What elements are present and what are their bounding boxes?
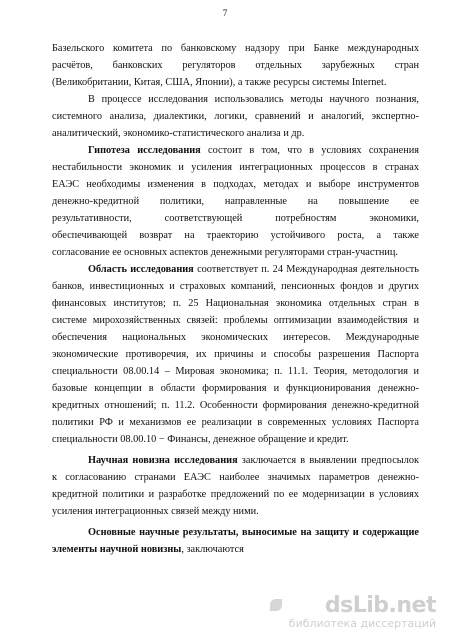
text-line: В процессе исследования использовались методы научного познания, (88, 94, 419, 105)
text-line (52, 524, 419, 541)
text-line: Область исследования соответствует п. 24 Международная деятельность (88, 264, 419, 275)
text-line: экономические противоречия, их причины и способы разрешения Паспорта (52, 349, 419, 360)
page-number: 7 (222, 8, 228, 18)
text-line: системного анализа, диалектики, логики, сравнений и аналогий, экспертно- (52, 111, 419, 122)
text-line: Базельского комитета по банковскому надзору при Банке международных (52, 43, 419, 54)
text-line: Научная новизна исследования заключается в выявлении предпосылок (88, 455, 419, 466)
leaf-icon (270, 599, 282, 611)
text-line: кредитной политики и разработке предложений по ее модернизации в условиях (52, 489, 419, 500)
text-line: обеспечения национальных экономических интересов. Международные (52, 332, 419, 343)
text-line: ЕАЭС необходимы изменения в подходах, методах и выборе инструментов (52, 179, 419, 190)
text-line: элементы научной новизны, заключаются (52, 544, 244, 555)
text-line: банков, инвестиционных и страховых компаний, пенсионных фондов и других (52, 281, 419, 292)
text-line: финансовых институтов; п. 25 Национальная экономика отдельных стран в (52, 298, 419, 309)
text-line: (Великобритании, Китая, США, Японии), а также ресурсы системы Internet. (52, 77, 387, 88)
text-line: специальности 08.00.10 − Финансы, денежное обращение и кредит. (52, 434, 349, 445)
research-area-heading: Область исследования (88, 264, 194, 275)
text-line: Гипотеза исследования состоит в том, что в условиях сохранения (88, 145, 419, 156)
text-line: расчётов, банковских регуляторов отдельных зарубежных стран (52, 60, 419, 71)
text-line: политики РФ и механизмов ее реализации в современных условиях Паспорта (52, 417, 419, 428)
novelty-heading: Научная новизна исследования (88, 455, 238, 466)
text-line: базовые концепции в области формирования и функционирования денежно- (52, 383, 419, 394)
text-line: результативности, соответствующей потребностям экономики, (52, 213, 419, 224)
dslib-watermark (256, 593, 436, 633)
text-line: аналитический, экономико-статистического анализа и др. (52, 128, 305, 139)
results-heading-cont: элементы научной новизны (52, 544, 182, 555)
text-line: нестабильности экономик и усиления интеграционных процессов в странах (52, 162, 419, 173)
watermark-title: dsLib.net (324, 593, 436, 618)
text-line: к согласованию странами ЕАЭС наиболее значимых параметров денежно- (52, 472, 419, 483)
watermark-subtitle: библиотека диссертаций (288, 617, 436, 630)
text-line: усиления интеграционных связей между ними. (52, 506, 259, 517)
text-line: согласование ее основных аспектов денежными регуляторами стран-участниц. (52, 247, 399, 258)
results-heading: Основные научные результаты, выносимые на защиту и содержащие (88, 527, 419, 538)
body-text (52, 40, 419, 558)
text-line: кредитных отношений; п. 11.2. Особенности формирования денежно-кредитной (52, 400, 419, 411)
text-line: обеспечивающей возврат на траекторию устойчивого роста, а также (52, 230, 419, 241)
text-line: специальности 08.00.14 – Мировая экономика; п. 11.1. Теория, методология и (52, 366, 419, 377)
hypothesis-heading: Гипотеза исследования (88, 145, 201, 156)
text-line: денежно-кредитной политики, направленные на повышение ее (52, 196, 419, 207)
text-line: системе мирохозяйственных связей: проблемы оптимизации взаимодействия и (52, 315, 419, 326)
